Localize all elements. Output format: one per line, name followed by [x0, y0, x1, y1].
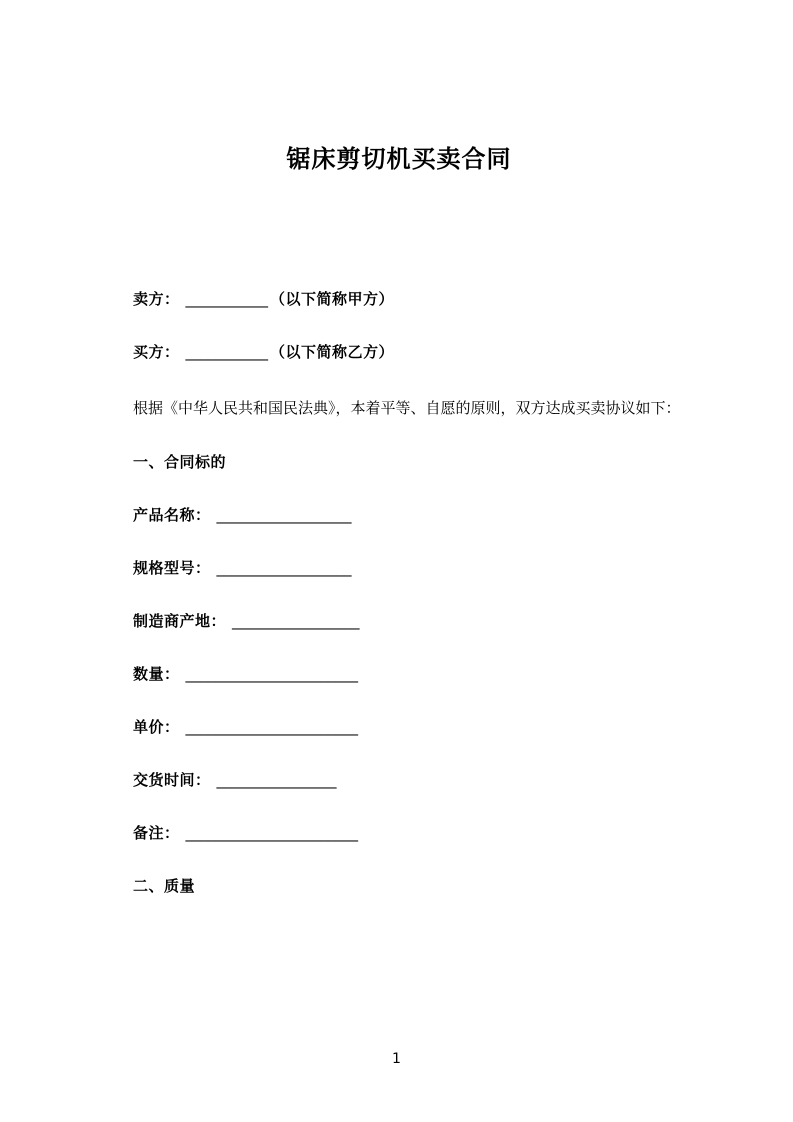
field-spec-model-blank: __________________ [216, 559, 352, 577]
buyer-line [105, 342, 693, 362]
field-unit-price-label: 单价： [133, 718, 180, 736]
field-spec-model [105, 558, 693, 578]
document-title: 锯床剪切机买卖合同 [286, 145, 512, 173]
field-remarks-label: 备注： [133, 824, 180, 842]
seller-blank-line: ___________ [185, 290, 269, 308]
field-remarks-blank: _______________________ [185, 824, 359, 842]
field-delivery-time-blank: ________________ [216, 771, 337, 789]
field-product-name [105, 505, 693, 525]
field-delivery-time [105, 770, 693, 790]
field-unit-price [105, 717, 693, 737]
seller-alias-text: （以下简称甲方） [270, 290, 395, 308]
section-1-heading: 一、合同标的 [133, 453, 227, 471]
buyer-blank-line: ___________ [185, 343, 269, 361]
seller-label: 卖方： [133, 290, 180, 308]
field-manufacturer-origin-blank: _________________ [232, 612, 360, 630]
page-number: 1 [392, 1051, 401, 1067]
field-manufacturer-origin-label: 制造商产地： [133, 612, 227, 630]
field-quantity-label: 数量： [133, 665, 180, 683]
field-remarks [105, 823, 693, 843]
buyer-alias-text: （以下简称乙方） [270, 343, 395, 361]
preamble-paragraph: 根据《中华人民共和国民法典》，本着平等、自愿的原则，双方达成买卖协议如下： [133, 399, 681, 417]
field-delivery-time-label: 交货时间： [133, 771, 211, 789]
field-quantity [105, 664, 693, 684]
field-quantity-blank: _______________________ [185, 665, 359, 683]
field-manufacturer-origin [105, 611, 693, 631]
field-spec-model-label: 规格型号： [133, 559, 211, 577]
field-unit-price-blank: _______________________ [185, 718, 359, 736]
seller-line [105, 289, 693, 309]
buyer-label: 买方： [133, 343, 180, 361]
field-product-name-blank: __________________ [216, 506, 352, 524]
field-product-name-label: 产品名称： [133, 506, 211, 524]
section-2-heading: 二、质量 [133, 877, 196, 895]
